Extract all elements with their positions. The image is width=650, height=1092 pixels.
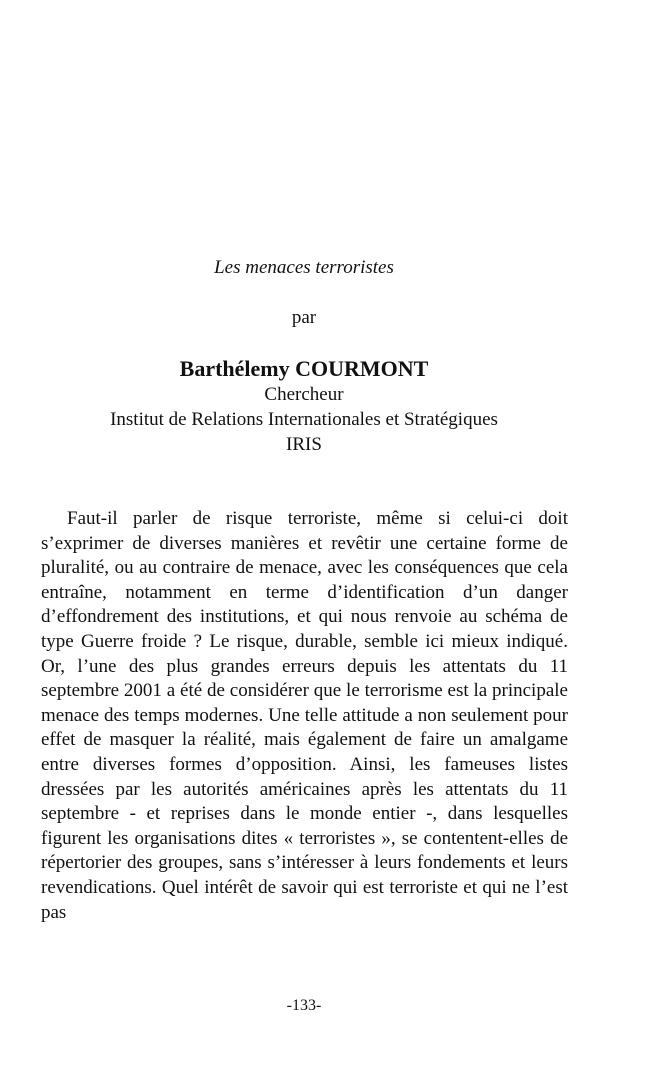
byline-par: par bbox=[291, 307, 317, 328]
author-name: Barthélemy COURMONT bbox=[179, 356, 429, 381]
body-paragraph: Faut-il parler de risque terroriste, même si celui-ci doit s’exprimer de diverses manières et revêtir une certaine forme de pluralité, ou au contraire de menace, avec les conséquences que cela entraîne, notamment en terme d’identification d’un danger d’effondrement des institutions, et qui nous renvoie au schéma de type Guerre froide ? Le risque, durable, semble ici mieux indiqué. Or, l’une des plus grandes erreurs depuis les attentats du 11 septembre 2001 a été de considérer que le terrorisme est la principale menace des temps modernes. Une telle attitude a non seulement pour effet de masquer la réalité, mais également de faire un amalgame entre diverses formes d’opposition. Ainsi, les fameuses listes dressées par les autorités américaines après les attentats du 11 septembre - et reprises dans le monde entier -, dans lesquelles figurent les organisations dites « terroristes », se contentent-elles de répertorier des groupes, sans s’intéresser à leurs fondements et leurs revendications. Quel intérêt de savoir qui est terroriste et qui ne l’est pas bbox=[41, 508, 568, 923]
author-institution: Institut de Relations Internationales et Stratégiques bbox=[110, 409, 498, 430]
page-number: -133- bbox=[286, 997, 322, 1014]
institution-abbreviation: IRIS bbox=[286, 434, 322, 455]
article-title: Les menaces terroristes bbox=[214, 257, 394, 278]
author-role: Chercheur bbox=[264, 384, 344, 405]
